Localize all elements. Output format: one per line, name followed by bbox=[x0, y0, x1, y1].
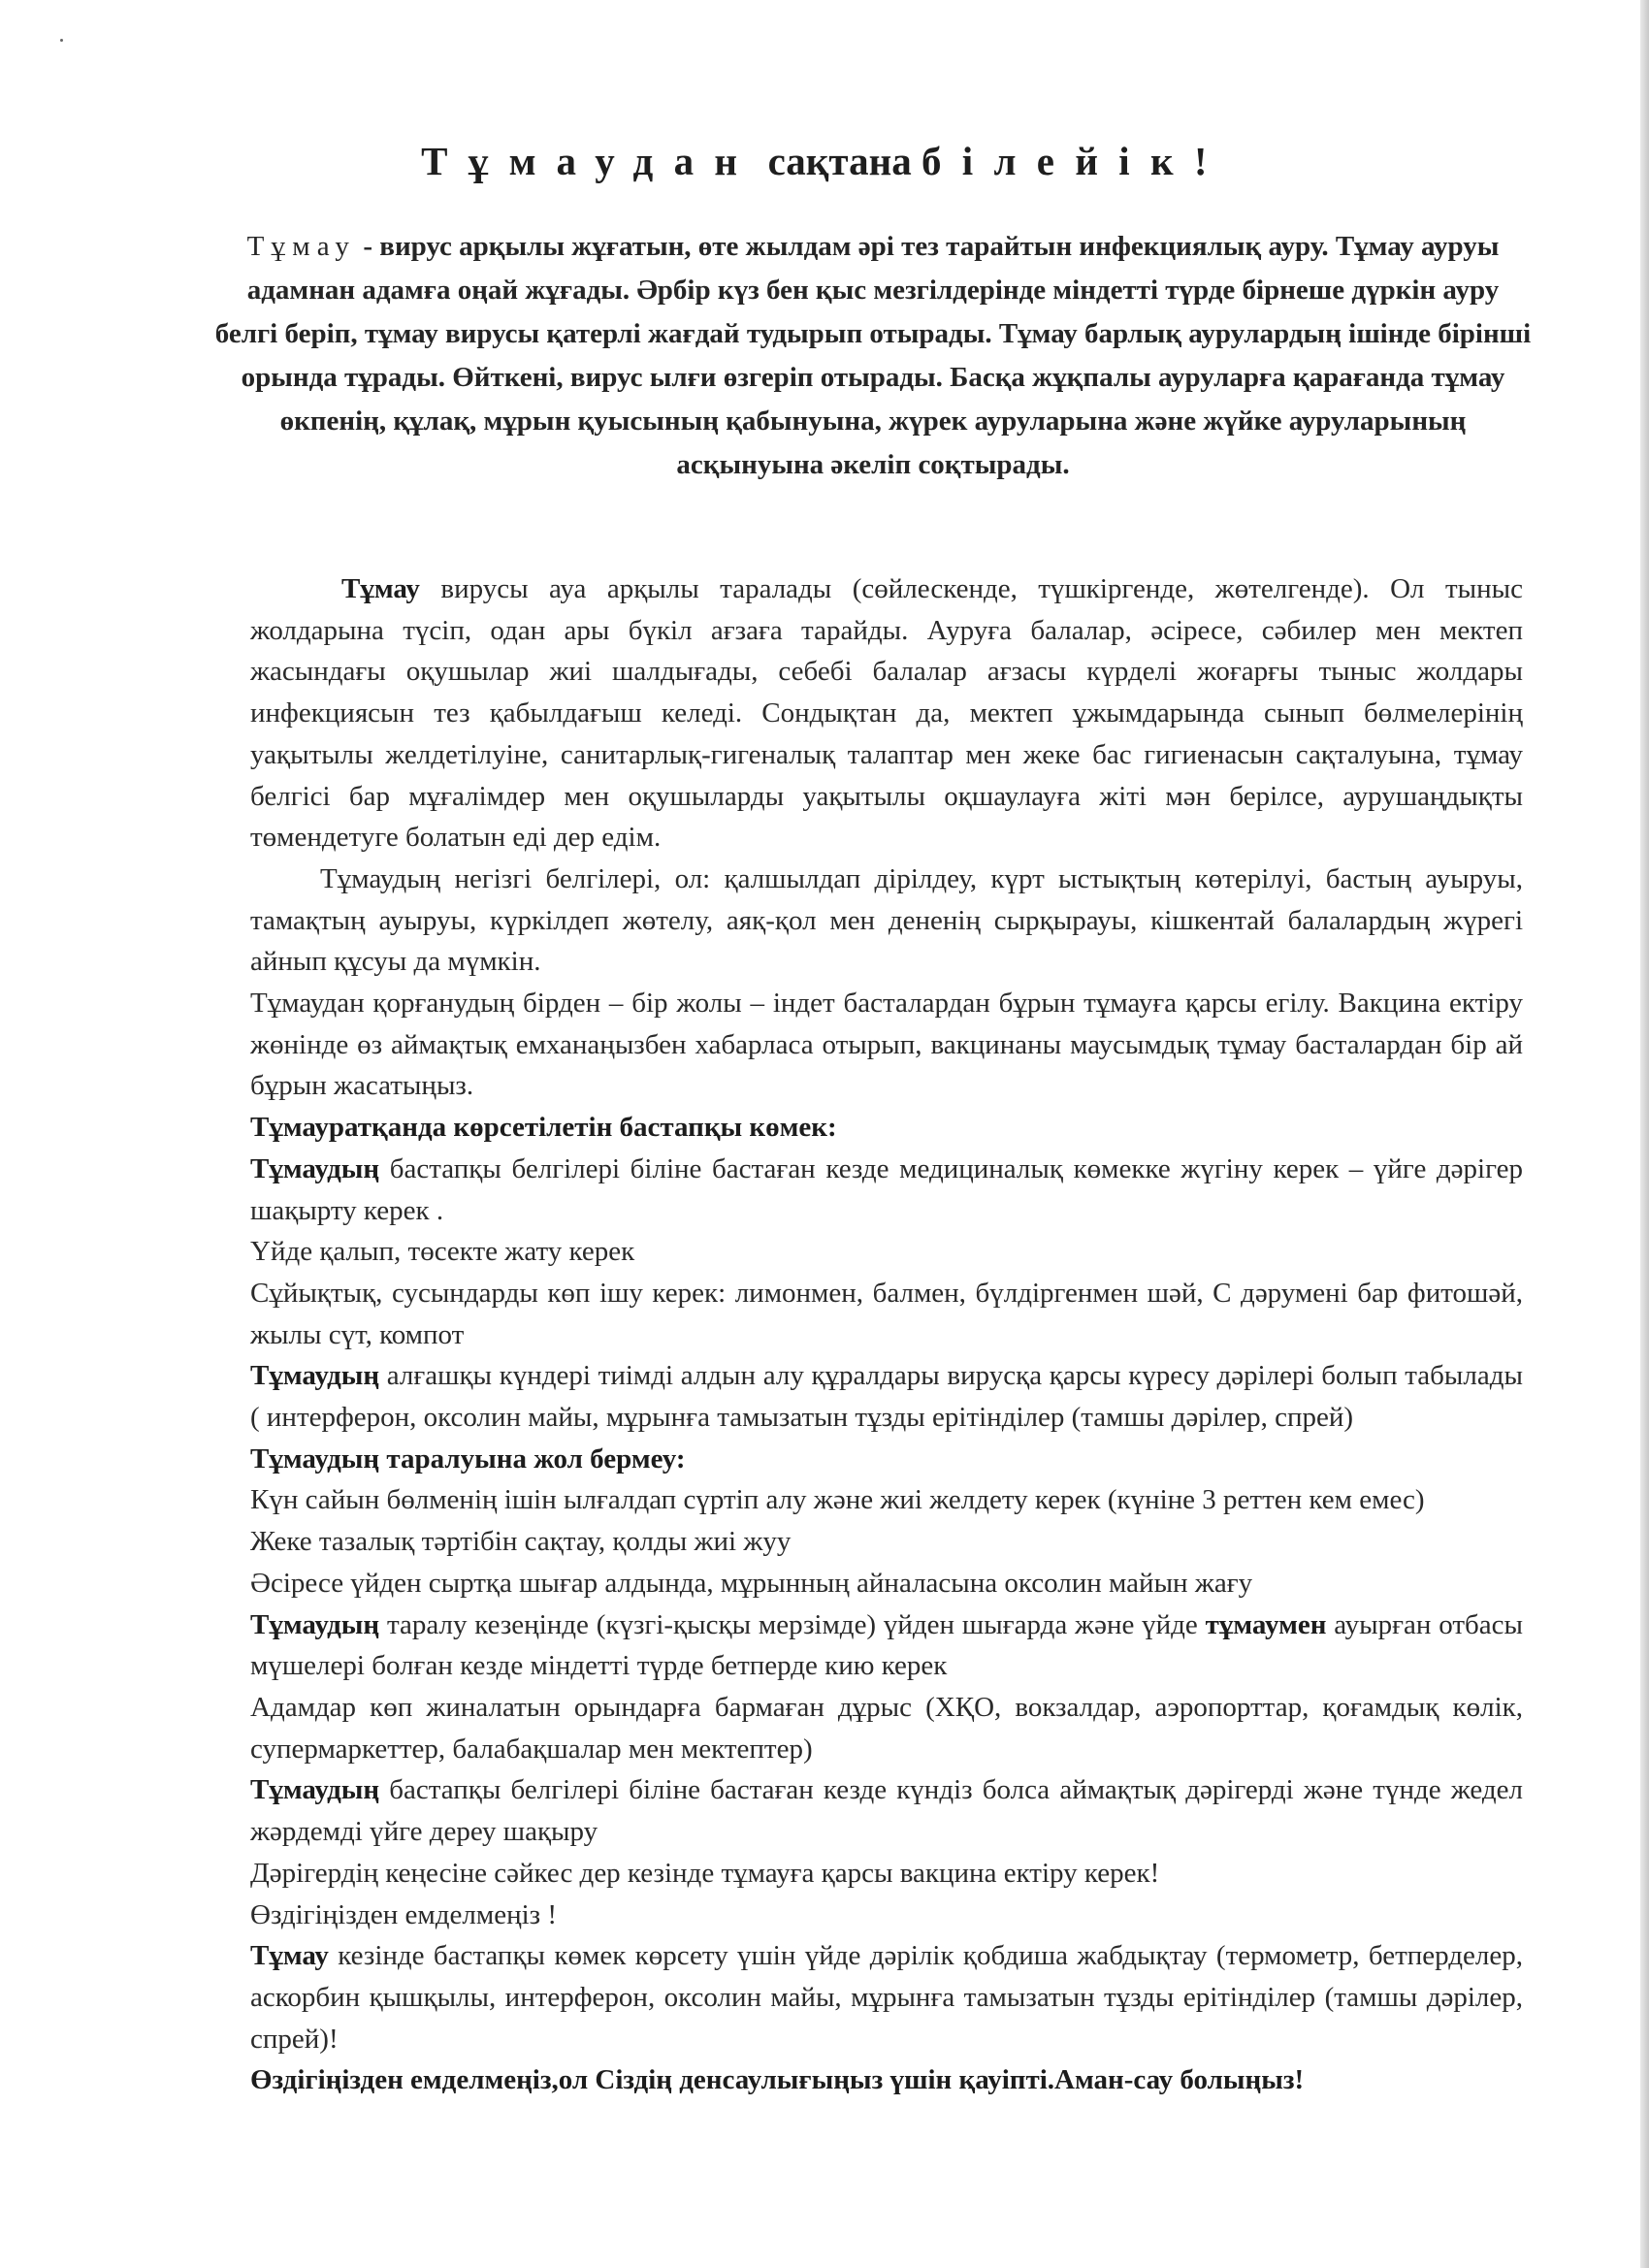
paragraph-7 bbox=[250, 1355, 1523, 1438]
paragraph-4-lead: Тұмаудың bbox=[250, 1152, 380, 1184]
paragraph-16-text: кезінде бастапқы көмек көрсету үшін үйде дәрілік қобдиша жабдықтау (термометр, бетперделер, аскорбин қышқылы, интерферон, оксолин майы, мұрынға тамызатын тұзды ерітінділер (тамшы дәрілер, спрей)! bbox=[250, 1940, 1523, 2055]
title-word-3: білейік! bbox=[921, 139, 1228, 183]
scan-edge-shadow bbox=[1640, 0, 1649, 2268]
paragraph-12: Адамдар көп жиналатын орындарға бармаған дұрыс (ХҚО, вокзалдар, аэропорттар, қоғамдық көлік, супермаркеттер, балабақшалар мен мектептер) bbox=[250, 1691, 1523, 1765]
paragraph-11-bold-2: тұмаумен bbox=[1205, 1608, 1327, 1640]
paragraph-16 bbox=[250, 1935, 1523, 2059]
paragraph-10: Әсіресе үйден сыртқа шығар алдында, мұрынның айналасына оксолин майын жағу bbox=[250, 1567, 1253, 1599]
paragraph-8: Күн сайын бөлменің ішін ылғалдап сүртіп алу және жиі желдету керек (күніне 3 реттен кем емес) bbox=[250, 1484, 1425, 1516]
document-body bbox=[250, 568, 1523, 2101]
intro-text: - вирус арқылы жұғатын, өте жылдам әрі тез тарайтын инфекциялық ауру. Тұмау ауруы адамнан адамға оңай жұғады. Әрбір күз бен қыс мезгілдерінде міндетті түрде бірнеше дүркін ауру белгі беріп, тұмау вирусы қатерлі жағдай тудырып отырады. Тұмау барлық аурулардың ішінде бірінші орында тұрады. Өйткені, вирус ылғи өзгеріп отырады. Басқа жұқпалы ауруларға қарағанда тұмау өкпенің, құлақ, мұрын қуысының қабынуына, жүрек ауруларына және жүйке ауруларының асқынуына әкеліп соқтырады. bbox=[214, 231, 1532, 480]
heading-first-aid-text: Тұмауратқанда көрсетілетін бастапқы көмек: bbox=[250, 1112, 837, 1144]
closing-line bbox=[250, 2059, 1523, 2101]
paragraph-14: Дәрігердің кеңесіне сәйкес дер кезінде тұмауға қарсы вакцина ектіру керек! bbox=[250, 1857, 1160, 1889]
paragraph-15: Өздігіңізден емделмеңіз ! bbox=[250, 1898, 558, 1930]
paragraph-4-text: бастапқы белгілері біліне бастаған кезде медициналық көмекке жүгіну керек – үйге дәрігер шақырту керек . bbox=[250, 1152, 1523, 1226]
paragraph-13 bbox=[250, 1769, 1523, 1852]
intro-paragraph bbox=[213, 225, 1533, 487]
paragraph-13-text: бастапқы белгілері біліне бастаған кезде күндіз болса аймақтық дәрігерді және түнде жедел жәрдемді үйге дереу шақыру bbox=[250, 1774, 1523, 1848]
paragraph-11 bbox=[250, 1604, 1523, 1687]
paragraph-11-text-1: таралу кезеңінде (күзгі-қысқы мерзімде) үйден шығарда және үйде bbox=[379, 1608, 1206, 1640]
closing-line-text: Өздігіңізден емделмеңіз,ол Сіздің денсаулығыңыз үшін қауіпті.Аман-сау болыңыз! bbox=[250, 2064, 1305, 2096]
heading-first-aid bbox=[250, 1107, 1523, 1149]
paragraph-6: Сұйықтық, сусындарды көп ішу керек: лимонмен, балмен, бүлдіргенмен шәй, С дәрумені бар фитошәй, жылы сүт, компот bbox=[250, 1277, 1523, 1350]
document-title bbox=[0, 138, 1649, 184]
paragraph-5: Үйде қалып, төсекте жату керек bbox=[250, 1236, 635, 1268]
intro-lead: Тұмау bbox=[246, 231, 357, 262]
paragraph-9: Жеке тазалық тәртібін сақтау, қолды жиі жуу bbox=[250, 1526, 792, 1558]
scan-speck bbox=[60, 39, 63, 42]
paragraph-11-lead: Тұмаудың bbox=[250, 1608, 380, 1640]
title-word-1: Тұмаудан bbox=[421, 139, 759, 183]
paragraph-3: Тұмаудан қорғанудың бірден – бір жолы – індет басталардан бұрын тұмауға қарсы егілу. Вакцина ектіру жөнінде өз аймақтық емханаңызбен хабарласа отырып, вакцинаны маусымдық тұмау басталардан бір ай бұрын жасатыңыз. bbox=[250, 988, 1523, 1102]
heading-prevention bbox=[250, 1439, 1523, 1480]
paragraph-1-text: вирусы ауа арқылы таралады (сөйлескенде, түшкіргенде, жөтелгенде). Ол тыныс жолдарына түсіп, одан ары бүкіл ағзаға тарайды. Ауруға балалар, әсіресе, сәбилер мен мектеп жасындағы оқушылар жиі шалдығады, себебі балалар ағзасы күрделі жоғарғы тыныс жолдары инфекциясын тез қабылдағыш келеді. Сондықтан да, мектеп ұжымдарында сынып бөлмелерінің уақытылы желдетілуіне, санитарлық-гигеналық талаптар мен жеке бас гигиенасын сақталуына, тұмау белгісі бар мұғалімдер мен оқушыларды уақытылы оқшаулауға жіті мән берілсе, аурушаңдықты төмендетуге болатын еді дер едім. bbox=[250, 573, 1523, 854]
title-word-2: сақтана bbox=[767, 139, 912, 183]
paragraph-11-text-2: ауырған отбасы мүшелері болған кезде міндетті түрде бетперде кию керек bbox=[250, 1608, 1523, 1682]
paragraph-7-text: алғашқы күндері тиімді алдын алу құралдары вирусқа қарсы күресу дәрілері болып табылады ( интерферон, оксолин майы, мұрынға тамызатын тұзды ерітінділер (тамшы дәрілер, спрей) bbox=[250, 1360, 1523, 1434]
paragraph-1 bbox=[250, 568, 1523, 859]
paragraph-2: Тұмаудың негізгі белгілері, ол: қалшылдап дірілдеу, күрт ыстықтың көтерілуі, бастың ауыруы, тамақтың ауыруы, күркілдеп жөтелу, аяқ-қол мен дененің сырқырауы, кішкентай балалардың жүрегі айнып құсуы да мүмкін. bbox=[250, 862, 1523, 978]
paragraph-16-lead: Тұмау bbox=[250, 1940, 329, 1972]
paragraph-13-lead: Тұмаудың bbox=[250, 1774, 380, 1806]
paragraph-1-lead: Тұмау bbox=[341, 573, 420, 604]
paragraph-4 bbox=[250, 1149, 1523, 1231]
heading-prevention-text: Тұмаудың таралуына жол бермеу: bbox=[250, 1442, 686, 1474]
paragraph-7-lead: Тұмаудың bbox=[250, 1360, 380, 1392]
